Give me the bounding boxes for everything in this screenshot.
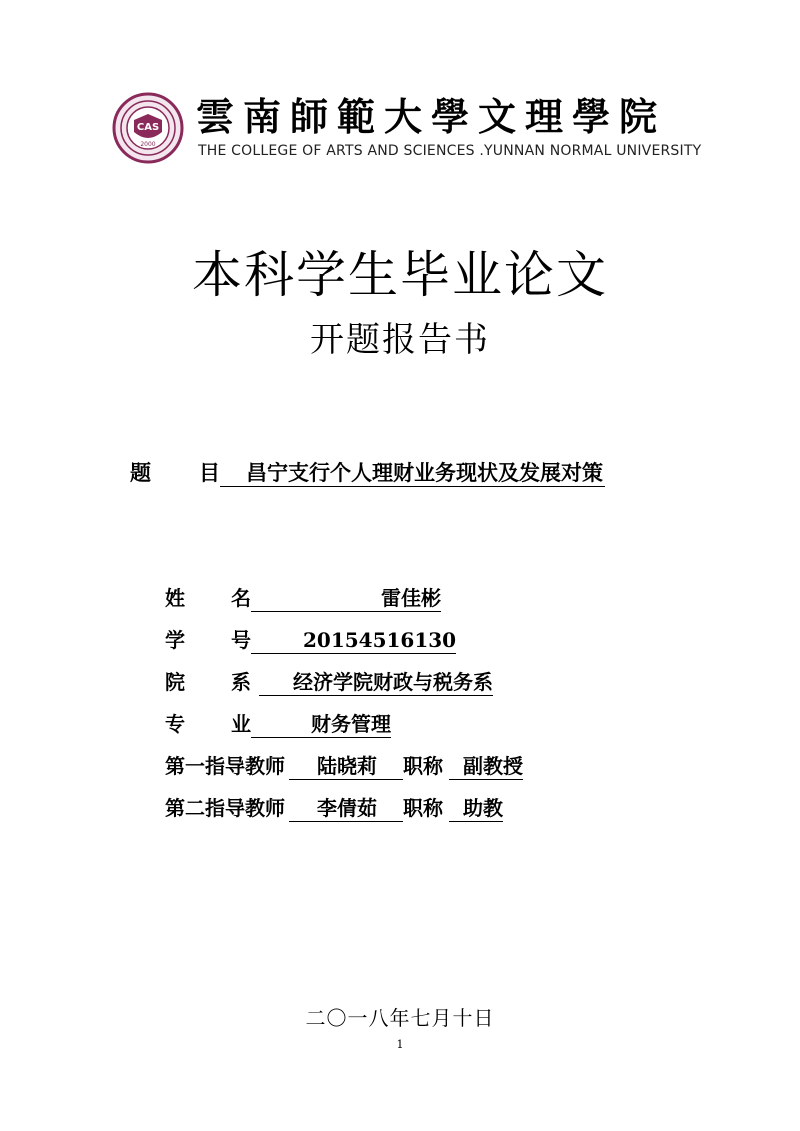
- second-advisor-row: [165, 792, 523, 834]
- department-row: [165, 666, 523, 708]
- report-date: 二〇一八年七月十日: [305, 1006, 495, 1030]
- name-value: 雷佳彬: [251, 585, 441, 612]
- thesis-topic-row: [130, 458, 605, 488]
- college-header: [112, 92, 702, 164]
- second-advisor-title: 助教: [449, 795, 503, 822]
- logo-year: 2000: [140, 141, 156, 148]
- id-label-1: 学: [165, 628, 185, 652]
- document-subtitle: 开题报告书: [310, 320, 490, 360]
- first-advisor-title-label: 职称: [403, 754, 443, 778]
- major-label-2: 业: [231, 712, 251, 736]
- department-value: 经济学院财政与税务系: [259, 669, 493, 696]
- id-label-2: 号: [231, 628, 251, 652]
- college-name-en: THE COLLEGE OF ARTS AND SCIENCES .YUNNAN NORMAL UNIVERSITY: [198, 143, 702, 159]
- second-advisor-title-label: 职称: [403, 796, 443, 820]
- second-advisor-label: 第二指导教师: [165, 796, 285, 820]
- major-row: [165, 708, 523, 750]
- name-row: [165, 582, 523, 624]
- document-title: 本科学生毕业论文: [192, 246, 608, 304]
- second-advisor-name: 李倩茹: [289, 795, 403, 822]
- first-advisor-label: 第一指导教师: [165, 754, 285, 778]
- dept-label-1: 院: [165, 670, 185, 694]
- student-id-row: [165, 624, 523, 666]
- name-label-1: 姓: [165, 586, 185, 610]
- topic-label-1: 题: [130, 460, 151, 485]
- major-label-1: 专: [165, 712, 185, 736]
- logo-text: CAS: [136, 122, 160, 133]
- student-info: [165, 582, 523, 834]
- student-id-value: 20154516130: [251, 627, 456, 654]
- college-name-cn: 雲南師範大學文理學院: [196, 95, 667, 139]
- first-advisor-title: 副教授: [449, 753, 523, 780]
- dept-label-2: 系: [231, 670, 251, 694]
- college-logo-icon: [112, 92, 184, 164]
- major-value: 财务管理: [251, 711, 391, 738]
- name-label-2: 名: [231, 586, 251, 610]
- topic-label-2: 目: [199, 460, 220, 485]
- page-number: 1: [396, 1038, 404, 1051]
- first-advisor-row: [165, 750, 523, 792]
- first-advisor-name: 陆晓莉: [289, 753, 403, 780]
- topic-value: 昌宁支行个人理财业务现状及发展对策: [220, 460, 605, 487]
